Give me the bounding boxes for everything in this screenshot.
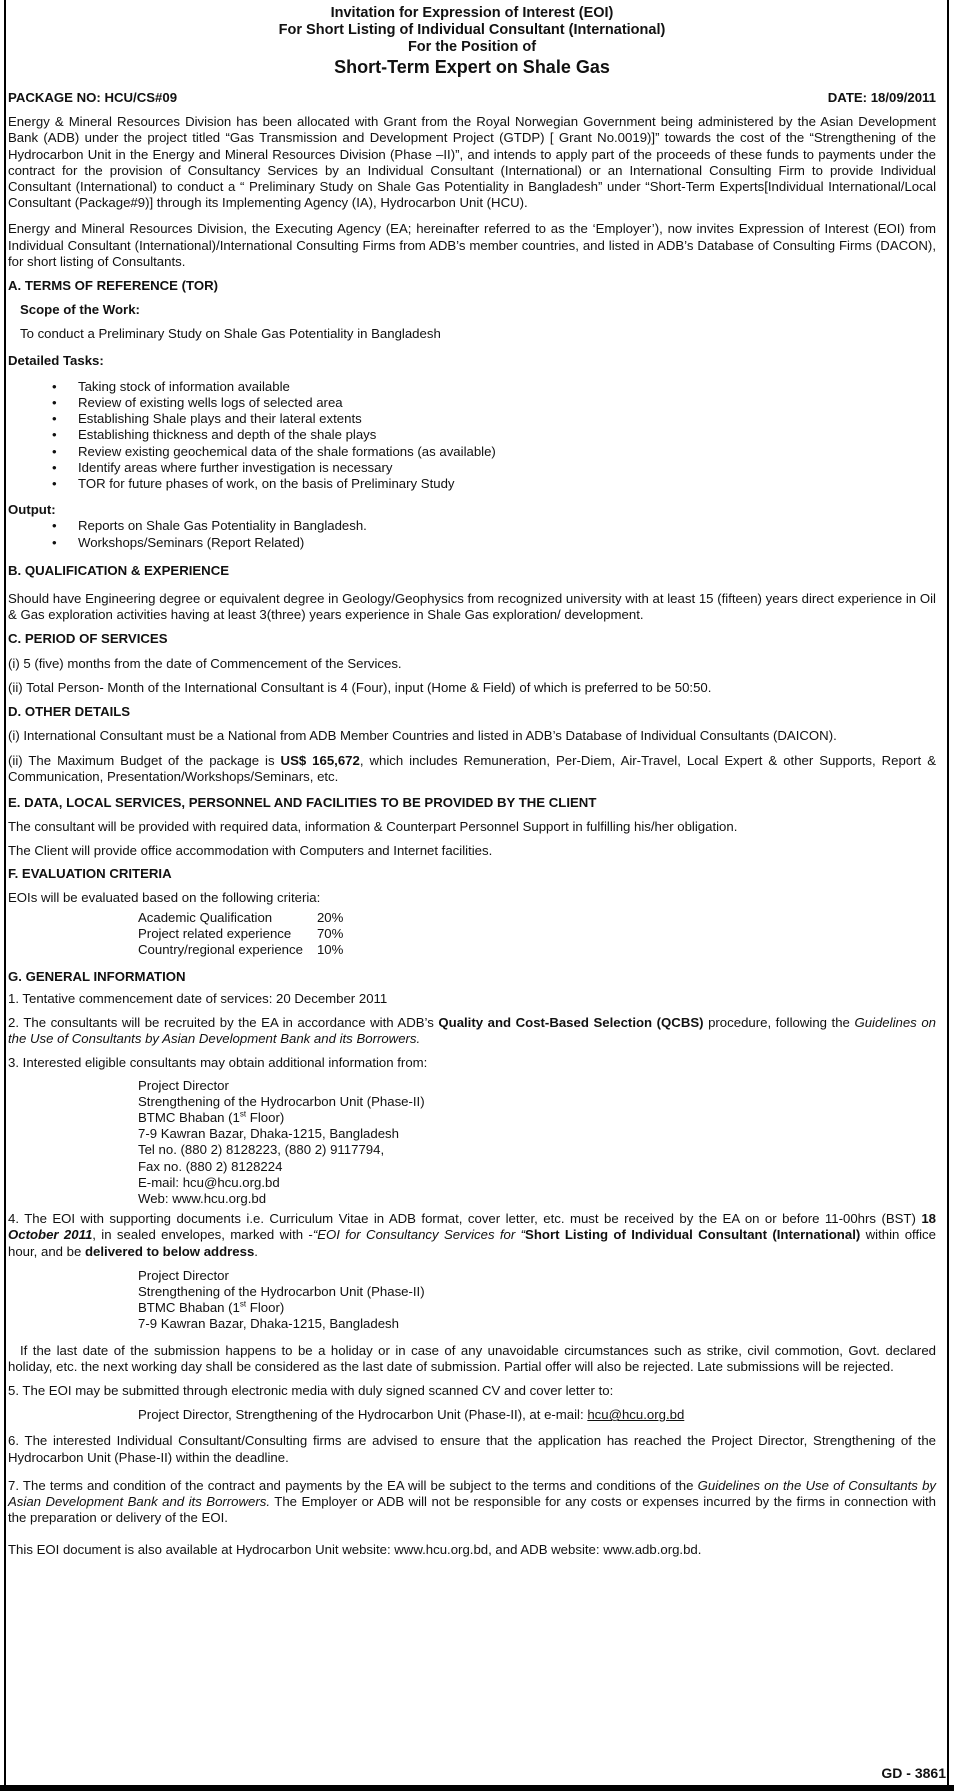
page-title: Short-Term Expert on Shale Gas [334,57,610,77]
list-item: • TOR for future phases of work, on the basis of Preliminary Study [8,476,936,492]
ad-code: GD - 3861 [881,1764,946,1781]
package-no: PACKAGE NO: HCU/CS#09 [8,90,178,105]
section-g-item-5: 5. The EOI may be submitted through electronic media with duly signed scanned CV and cover letter to: [8,1383,614,1398]
section-g-item-4: 4. The EOI with supporting documents i.e. Curriculum Vitae in ADB format, cover letter, etc. must be received by the EA on or before 11-00hrs (BST) 18 October 2011, in sealed envelopes, marked with -“EOI for Consultancy Services for “Short Listing of Individual Consultant (International) within office hour, and be delivered to below address. [8,1211,936,1259]
list-item: • Review of existing wells logs of selected area [8,395,936,411]
document-date: DATE: 18/09/2011 [827,90,936,105]
section-g-item-7: 7. The terms and condition of the contract and payments by the EA will be subject to the terms and conditions of the Guidelines on the Use of Consultants by Asian Development Bank and its Borrowers. The Employer or ADB will not be responsible for any costs or expenses incurred by the firms in connection with the preparation or delivery of the EOI. [8,1477,936,1526]
section-g-item-2: 2. The consultants will be recruited by the EA in accordance with ADB’s Quality and Cost-Based Selection (QCBS) procedure, following the Guidelines on the Use of Consultants by Asian Development Bank and its Borrowers. [8,1014,936,1047]
scope-text: To conduct a Preliminary Study on Shale Gas Potentiality in Bangladesh [20,326,441,342]
section-f-title: F. EVALUATION CRITERIA [8,865,172,881]
footer-text: This EOI document is also available at Hydrocarbon Unit website: www.hcu.org.bd, and ADB website: www.adb.org.bd. [8,1542,702,1558]
budget-amount: US$ 165,672 [280,752,360,768]
output-list [8,518,936,550]
list-item: • Establishing thickness and depth of the shale plays [8,427,936,443]
late-submission-note: If the last date of the submission happens to be a holiday or in case of any unavoidable circumstances such as strike, civil commotion, Govt. declared holiday, etc. the next working day shall be considered as the last date of submission. Partial offer will also be rejected. Late submissions will be rejected. [8,1342,936,1374]
section-c-title: C. PERIOD OF SERVICES [8,631,168,647]
section-e-title: E. DATA, LOCAL SERVICES, PERSONNEL AND FACILITIES TO BE PROVIDED BY THE CLIENT [8,794,597,810]
list-item: • Reports on Shale Gas Potentiality in Bangladesh. [8,518,936,534]
table-row: Academic Qualification 20% [138,909,344,925]
section-e-text-1: The consultant will be provided with required data, information & Counterpart Personnel Support in fulfilling his/her obligation. [8,819,738,835]
eoi-document [8,2,936,1559]
section-g-item-6: 6. The interested Individual Consultant/Consulting firms are advised to ensure that the application has reached the Project Director, Strengthening of the Hydrocarbon Unit (Phase-II) within the deadline. [8,1433,936,1465]
package-date-row [8,90,936,106]
contact-address: Project Director Strengthening of the Hydrocarbon Unit (Phase-II) BTMC Bhaban (1st Floor) 7-9 Kawran Bazar, Dhaka-1215, Bangladesh Tel no. (880 2) 8128223, (880 2) 9117794, Fax no. (880 2) 8128224 E-mail: hcu@hcu.org.bd Web: www.hcu.org.bd [138,1077,425,1206]
list-item: • Review existing geochemical data of the shale formations (as available) [8,444,936,460]
table-row: Project related experience 70% [138,926,344,942]
list-item: • Identify areas where further investigation is necessary [8,460,936,476]
intro-paragraph-2: Energy and Mineral Resources Division, the Executing Agency (EA; hereinafter referred to as the ‘Employer’), now invites Expression of Interest (EOI) from Individual Consultant (International)/International Consulting Firms from ADB’s member countries, and listed in ADB’s Database of Consulting Firms (DACON), for short listing of Consultants. [8,221,936,269]
section-d-item-1: (i) International Consultant must be a National from ADB Member Countries and listed in ADB’s Database of Individual Consultants (DAICON). [8,728,837,744]
section-a-title: A. TERMS OF REFERENCE (TOR) [8,278,219,294]
header-line-2: For Short Listing of Individual Consultant (International) [278,22,666,38]
header-line-3: For the Position of [407,39,537,55]
bottom-bar [0,1785,954,1791]
intro-paragraph-1: Energy & Mineral Resources Division has been allocated with Grant from the Royal Norwegian Government being administered by the Asian Development Bank (ADB) under the project titled “Gas Transmission and Development Project (GTDP) [ Grant No.0019)]” towards the cost of the “Strengthening of the Hydrocarbon Unit in the Energy and Mineral Resources Division (Phase –II)”, and intends to apply part of the proceeds of these funds to payments under the contract for the provision of Consultancy Services by an Individual Consultant (International) or an International Consulting Firm to provide Individual Consultant (International) to conduct a “ Preliminary Study on Shale Gas Potentiality in Bangladesh” under “Short-Term Experts[Individual International/Local Consultant (Package#9)] through its Implementing Agency (IA), Hydrocarbon Unit (HCU). [8,114,936,211]
section-e-text-2: The Client will provide office accommodation with Computers and Internet facilities. [8,843,493,859]
section-d-item-2: (ii) The Maximum Budget of the package is US$ 165,672, which includes Remuneration, Per-Diem, Air-Travel, Local Expert & other Supports, Report & Communication, Presentation/Workshops/Seminars, etc. [8,752,936,784]
scope-title: Scope of the Work: [20,302,140,318]
section-b-title: B. QUALIFICATION & EXPERIENCE [8,562,230,578]
tasks-title: Detailed Tasks: [8,352,104,368]
delivery-address: Project Director Strengthening of the Hydrocarbon Unit (Phase-II) BTMC Bhaban (1st Floor) 7-9 Kawran Bazar, Dhaka-1215, Bangladesh [138,1267,425,1332]
list-item: • Establishing Shale plays and their lateral extents [8,411,936,427]
section-g-title: G. GENERAL INFORMATION [8,968,186,984]
header-line-1: Invitation for Expression of Interest (EOI) [330,5,614,21]
list-item: • Workshops/Seminars (Report Related) [8,535,936,551]
tasks-list [8,379,936,492]
list-item: • Taking stock of information available [8,379,936,395]
criteria-table [138,910,343,959]
section-d-title: D. OTHER DETAILS [8,704,131,720]
section-g-item-3: 3. Interested eligible consultants may obtain additional information from: [8,1055,428,1071]
email-link[interactable]: hcu@hcu.org.bd [587,1407,685,1423]
section-c-item-2: (ii) Total Person- Month of the International Consultant is 4 (Four), input (Home & Field) of which is preferred to be 50:50. [8,679,712,695]
table-row: Country/regional experience 10% [138,942,344,958]
section-f-text: EOIs will be evaluated based on the following criteria: [8,889,321,905]
output-title: Output: [8,502,56,518]
email-submission-line: Project Director, Strengthening of the Hydrocarbon Unit (Phase-II), at e-mail: hcu@hcu.org.bd [138,1407,685,1423]
section-g-item-1: 1. Tentative commencement date of services: 20 December 2011 [8,990,388,1006]
section-b-text: Should have Engineering degree or equivalent degree in Geology/Geophysics from recognized university with at least 15 (fifteen) years direct experience in Oil & Gas exploration activities having at least 3(three) years experience in Shale Gas exploration/ development. [8,591,936,623]
section-c-item-1: (i) 5 (five) months from the date of Commencement of the Services. [8,655,402,671]
